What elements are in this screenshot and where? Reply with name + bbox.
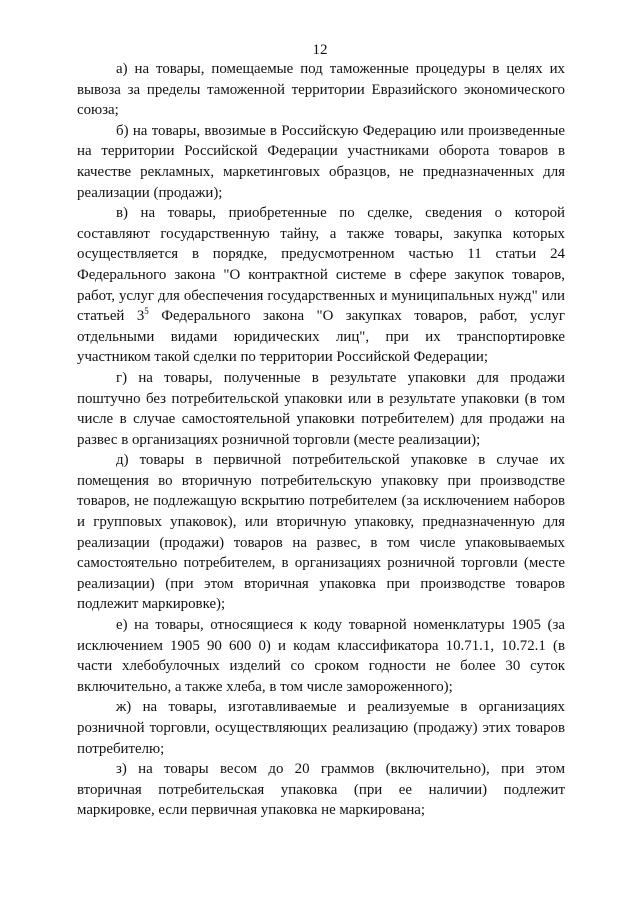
list-item-z: з) на товары весом до 20 граммов (включительно), при этом вторичная потребительская упаковка (при ее наличии) подлежит маркировке, если первичная упаковка не маркирована; [77, 761, 565, 819]
list-item-d: д) товары в первичной потребительской упаковке в случае их помещения во вторичную потребительскую упаковку при производстве товаров, не подлежащую вскрытию потребителем (за исключением наборов и групповых упаковок), или вторичную упаковку, предназначенную для реализации (продажи) товаров на развес, в том числе упаковываемых самостоятельно потребителем, в организациях розничной торговли (месте реализации) (при этом вторичная упаковка при производстве товаров подлежит маркировке); [77, 452, 565, 613]
list-item-zh: ж) на товары, изготавливаемые и реализуемые в организациях розничной торговли, осуществляющих реализацию (продажу) этих товаров потребителю; [77, 699, 565, 757]
document-body [77, 59, 565, 821]
list-item-v [77, 203, 565, 368]
page-number: 12 [312, 42, 328, 58]
list-item-b: б) на товары, ввозимые в Российскую Федерацию или произведенные на территории Российской Федерации участниками оборота товаров в качестве рекламных, маркетинговых образцов, не предназначенных для реализации (продажи); [77, 122, 565, 201]
list-item-g: г) на товары, полученные в результате упаковки для продажи поштучно без потребительской упаковки или в результате упаковки (в том числе в случае самостоятельной упаковки потребителем) для продажи на развес в организациях розничной торговли (месте реализации); [77, 369, 565, 448]
list-item-a: а) на товары, помещаемые под таможенные процедуры в целях их вывоза за пределы таможенной территории Евразийского экономического союза; [77, 61, 565, 119]
list-item-v-text-before: в) на товары, приобретенные по сделке, сведения о которой составляют государственную тайну, а также товары, закупка которых осуществляется в порядке, предусмотренном частью 11 статьи 24 Федерального закона "О контрактной системе в сфере закупок товаров, работ, услуг для обеспечения государственных и муниципальных нужд" или статьей 3 [77, 205, 565, 325]
list-item-e: е) на товары, относящиеся к коду товарной номенклатуры 1905 (за исключением 1905 90 600 0) и кодам классификатора 10.71.1, 10.72.1 (в части хлебобулочных изделий со сроком годности не более 30 суток включительно, а также хлеба, в том числе замороженного); [77, 617, 565, 695]
list-item-v-superscript: 5 [144, 306, 149, 317]
list-item-v-text-after: Федерального закона "О закупках товаров, работ, услуг отдельными видами юридических лиц", при их транспортировке участником такой сделки по территории Российской Федерации; [77, 308, 565, 366]
